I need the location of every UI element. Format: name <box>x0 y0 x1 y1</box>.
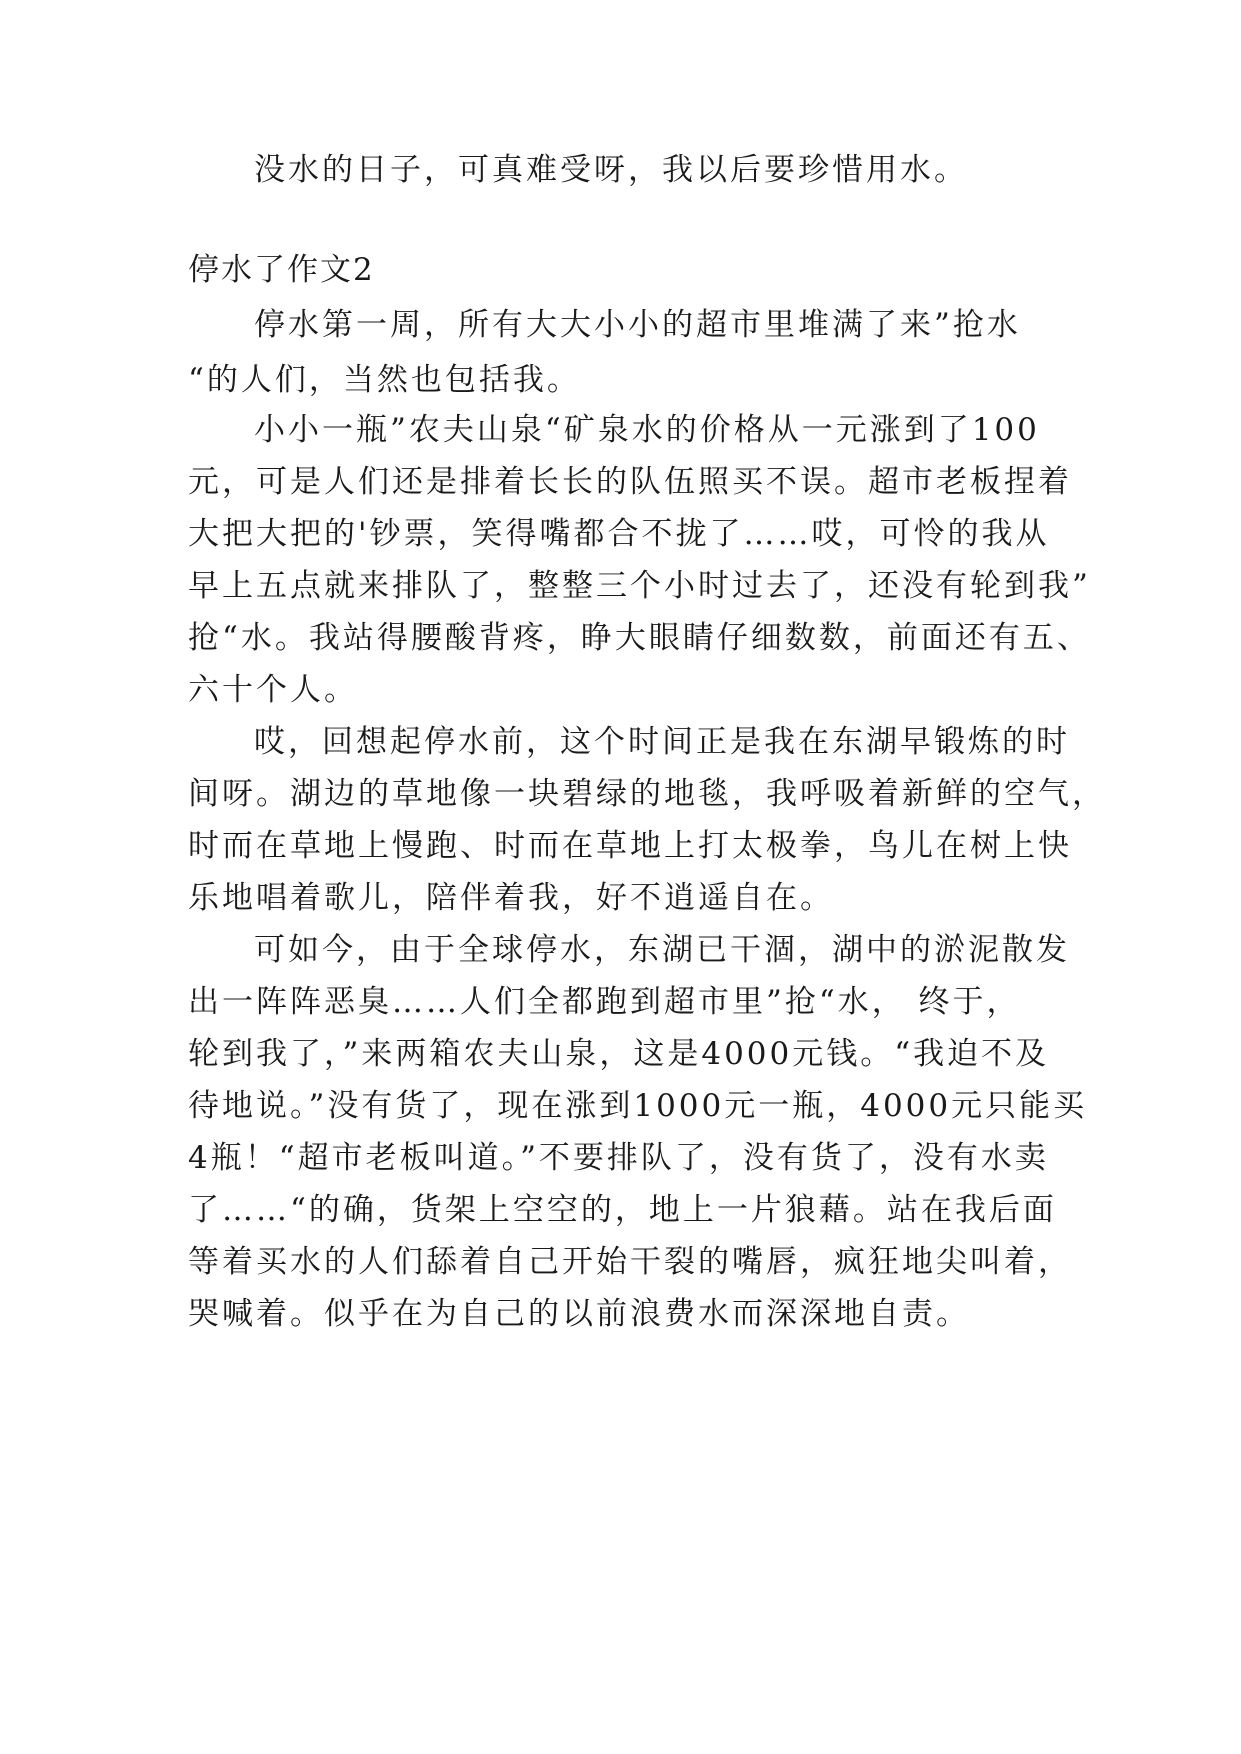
text-line: 出一阵阵恶臭……人们全都跑到超市里”抢“水， 终于， <box>188 984 1021 1020</box>
section-title: 停水了作文2 <box>188 252 375 288</box>
text-line: 4瓶！“超市老板叫道。”不要排队了，没有货了，没有水卖 <box>188 1140 1049 1176</box>
text-line: 等着买水的人们舔着自己开始干裂的嘴唇，疯狂地尖叫着， <box>188 1244 1072 1280</box>
text-line: 停水第一周，所有大大小小的超市里堆满了来”抢水 <box>254 307 1021 343</box>
text-line: 待地说。”没有货了，现在涨到1000元一瓶，4000元只能买 <box>188 1088 1088 1124</box>
text-line: 元，可是人们还是排着长长的队伍照买不误。超市老板捏着 <box>188 464 1072 500</box>
text-line: 乐地唱着歌儿，陪伴着我，好不逍遥自在。 <box>188 880 834 916</box>
text-line: 哭喊着。似乎在为自己的以前浪费水而深深地自责。 <box>188 1296 970 1332</box>
text-line: 时而在草地上慢跑、时而在草地上打太极拳，鸟儿在树上快 <box>188 828 1072 864</box>
text-line: 轮到我了，”来两箱农夫山泉，这是4000元钱。“我迫不及 <box>188 1036 1050 1072</box>
text-line: 哎，回想起停水前，这个时间正是我在东湖早锻炼的时 <box>254 724 1070 760</box>
text-line: 了……“的确，货架上空空的，地上一片狼藉。站在我后面 <box>188 1192 1057 1228</box>
text-line: 早上五点就来排队了，整整三个小时过去了，还没有轮到我” <box>188 568 1091 604</box>
text-line: 间呀。湖边的草地像一块碧绿的地毯，我呼吸着新鲜的空气， <box>188 776 1106 812</box>
text-line: 大把大把的'钞票，笑得嘴都合不拢了……哎，可怜的我从 <box>188 516 1050 552</box>
text-line: 小小一瓶”农夫山泉“矿泉水的价格从一元涨到了100 <box>254 412 1040 448</box>
top-paragraph: 没水的日子，可真难受呀，我以后要珍惜用水。 <box>254 152 968 188</box>
text-line: 抢“水。我站得腰酸背疼，睁大眼睛仔细数数，前面还有五、 <box>188 620 1091 656</box>
text-line: 可如今，由于全球停水，东湖已干涸，湖中的淤泥散发 <box>254 932 1070 968</box>
text-line: 六十个人。 <box>188 672 358 708</box>
text-line: “的人们，当然也包括我。 <box>188 362 581 398</box>
